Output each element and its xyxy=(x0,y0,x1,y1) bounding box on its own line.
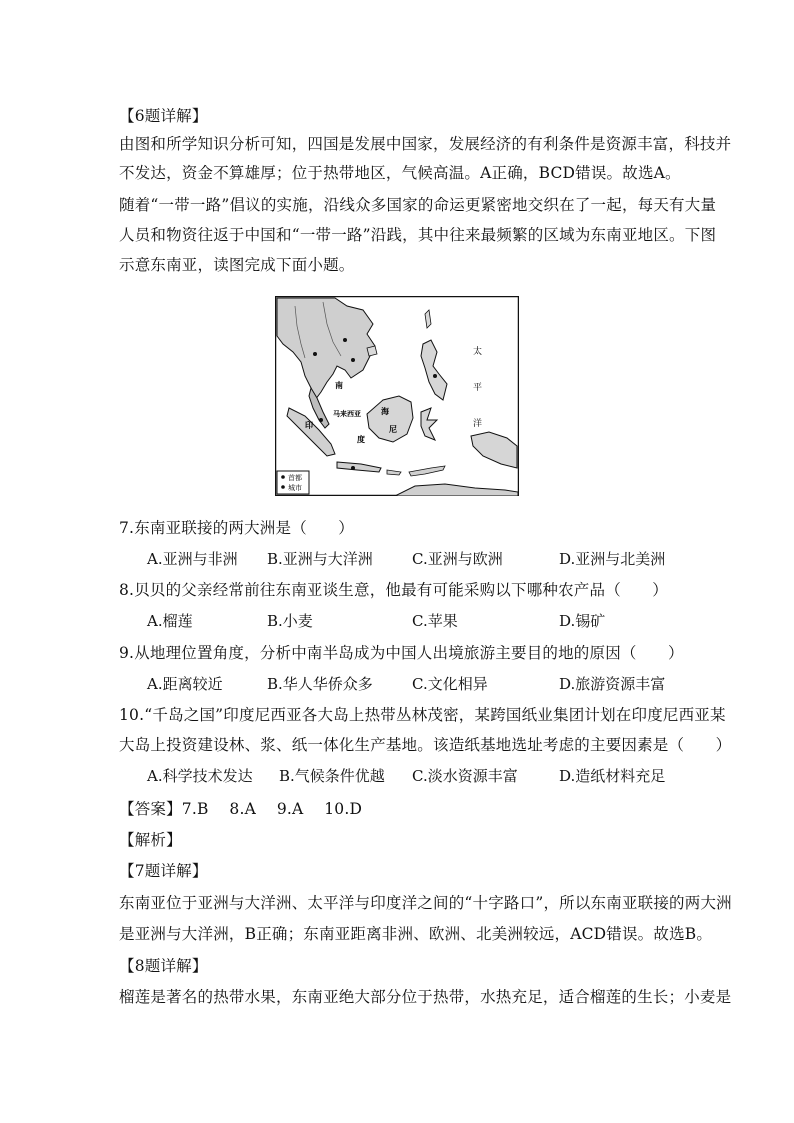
malaysia-label: 马来西亚 xyxy=(333,410,361,418)
indonesia-label-a: 印 xyxy=(305,421,313,430)
q8-option-c: C.苹果 xyxy=(412,612,458,630)
q8-detail-line-1: 榴莲是著名的热带水果，东南亚绝大部分位于热带，水热充足，适合榴莲的生长；小麦是 xyxy=(119,988,732,1006)
q9-option-a: A.距离较近 xyxy=(147,675,223,693)
pacific-label-3: 洋 xyxy=(473,419,483,429)
q6-detail-line-2: 不发达，资金不算雄厚；位于热带地区，气候高温。A正确，BCD错误。故选A。 xyxy=(119,164,681,182)
south-china-sea-label-2: 海 xyxy=(381,407,389,416)
southeast-asia-map xyxy=(275,296,519,496)
q10-option-c: C.淡水资源丰富 xyxy=(412,767,518,785)
q7-option-b: B.亚洲与大洋洲 xyxy=(267,550,373,568)
q10-option-a: A.科学技术发达 xyxy=(147,767,253,785)
q7-option-d: D.亚洲与北美洲 xyxy=(559,550,666,568)
pacific-label-2: 平 xyxy=(473,383,483,393)
q8-option-d: D.锡矿 xyxy=(559,612,606,630)
intro-line-1: 随着“一带一路”倡议的实施，沿线众多国家的命运更紧密地交织在了一起，每天有大量 xyxy=(119,196,717,214)
pacific-label-1: 太 xyxy=(473,347,483,357)
q8-detail-heading: 【8题详解】 xyxy=(119,957,208,975)
q7-detail-line-1: 东南亚位于亚洲与大洋洲、太平洋与印度洋之间的“十字路口”，所以东南亚联接的两大洲 xyxy=(119,894,732,912)
q9-option-b: B.华人华侨众多 xyxy=(267,675,373,693)
legend-capital-label: 首都 xyxy=(288,474,302,482)
q6-detail-line-1: 由图和所学知识分析可知，四国是发展中国家，发展经济的有利条件是资源丰富，科技并 xyxy=(119,135,732,153)
answer-line: 【答案】7.B 8.A 9.A 10.D xyxy=(119,800,363,818)
q9-option-c: C.文化相异 xyxy=(412,675,488,693)
q7-option-c: C.亚洲与欧洲 xyxy=(412,550,503,568)
q7-stem: 7.东南亚联接的两大洲是（ ） xyxy=(119,519,354,537)
q10-option-d: D.造纸材料充足 xyxy=(559,767,666,785)
q10-stem-line-2: 大岛上投资建设林、浆、纸一体化生产基地。该造纸基地选址考虑的主要因素是（ ） xyxy=(119,736,732,754)
intro-line-3: 示意东南亚，读图完成下面小题。 xyxy=(119,256,355,274)
south-china-sea-label-1: 南 xyxy=(335,381,343,390)
q9-stem: 9.从地理位置角度，分析中南半岛成为中国人出境旅游主要目的地的原因（ ） xyxy=(119,644,684,662)
legend-city-label: 城市 xyxy=(288,484,302,492)
q8-option-a: A.榴莲 xyxy=(147,612,193,630)
q7-detail-line-2: 是亚洲与大洋洲，B正确；东南亚距离非洲、欧洲、北美洲较远，ACD错误。故选B。 xyxy=(119,925,713,943)
q9-option-d: D.旅游资源丰富 xyxy=(559,675,666,693)
q8-stem: 8.贝贝的父亲经常前往东南亚谈生意，他最有可能采购以下哪种农产品（ ） xyxy=(119,581,668,599)
q6-detail-heading: 【6题详解】 xyxy=(119,107,208,125)
q10-option-b: B.气候条件优越 xyxy=(279,767,385,785)
q8-option-b: B.小麦 xyxy=(267,612,313,630)
analysis-heading: 【解析】 xyxy=(119,831,182,849)
intro-line-2: 人员和物资往返于中国和“一带一路”沿践，其中往来最频繁的区域为东南亚地区。下图 xyxy=(119,226,717,244)
q10-stem-line-1: 10.“千岛之国”印度尼西亚各大岛上热带丛林茂密，某跨国纸业集团计划在印度尼西亚某 xyxy=(119,706,726,724)
indonesia-label-b: 尼 xyxy=(389,425,397,434)
indonesia-label-c: 度 xyxy=(357,435,365,444)
q7-detail-heading: 【7题详解】 xyxy=(119,862,208,880)
q7-option-a: A.亚洲与非洲 xyxy=(147,550,238,568)
